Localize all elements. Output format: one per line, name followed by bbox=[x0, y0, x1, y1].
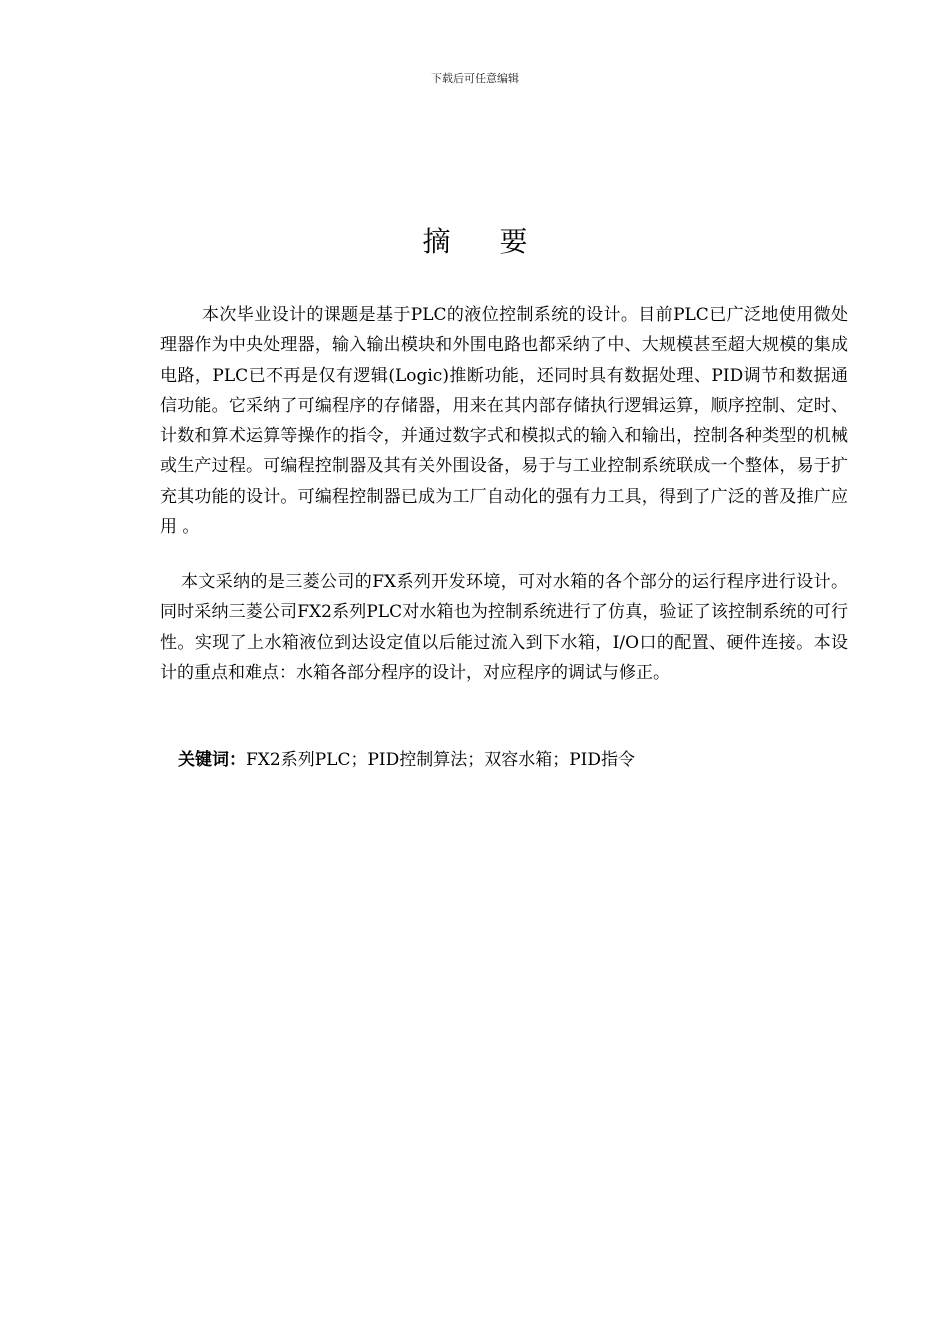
keywords-label: 关键词： bbox=[178, 750, 246, 770]
abstract-paragraph-1: 本次毕业设计的课题是基于PLC的液位控制系统的设计。目前PLC已广泛地使用微处理器作为中央处理器，输入输出模块和外围电路也都采纳了中、大规模甚至超大规模的集成电路，PLC已不再是仅有逻辑(Logic)推断功能，还同时具有数据处理、PID调节和数据通信功能。它采纳了可编程序的存储器，用来在其内部存储执行逻辑运算，顺序控制、定时、计数和算术运算等操作的指令，并通过数字式和模拟式的输入和输出，控制各种类型的机械或生产过程。可编程控制器及其有关外围设备，易于与工业控制系统联成一个整体，易于扩充其功能的设计。可编程控制器已成为工厂自动化的强有力工具，得到了广泛的普及推广应用 。 bbox=[160, 305, 848, 538]
abstract-paragraph-2: 本文采纳的是三菱公司的FX系列开发环境，可对水箱的各个部分的运行程序进行设计。同时采纳三菱公司FX2系列PLC对水箱也为控制系统进行了仿真，验证了该控制系统的可行性。实现了上水箱液位到达设定值以后能过流入到下水箱，I/O口的配置、硬件连接。本设计的重点和难点：水箱各部分程序的设计，对应程序的调试与修正。 bbox=[160, 572, 848, 683]
abstract-title: 摘 要 bbox=[422, 224, 548, 258]
keywords-line bbox=[178, 745, 858, 775]
keywords-text: FX2系列PLC；PID控制算法；双容水箱；PID指令 bbox=[246, 750, 636, 770]
page-header-note: 下载后可任意编辑 bbox=[431, 72, 519, 85]
